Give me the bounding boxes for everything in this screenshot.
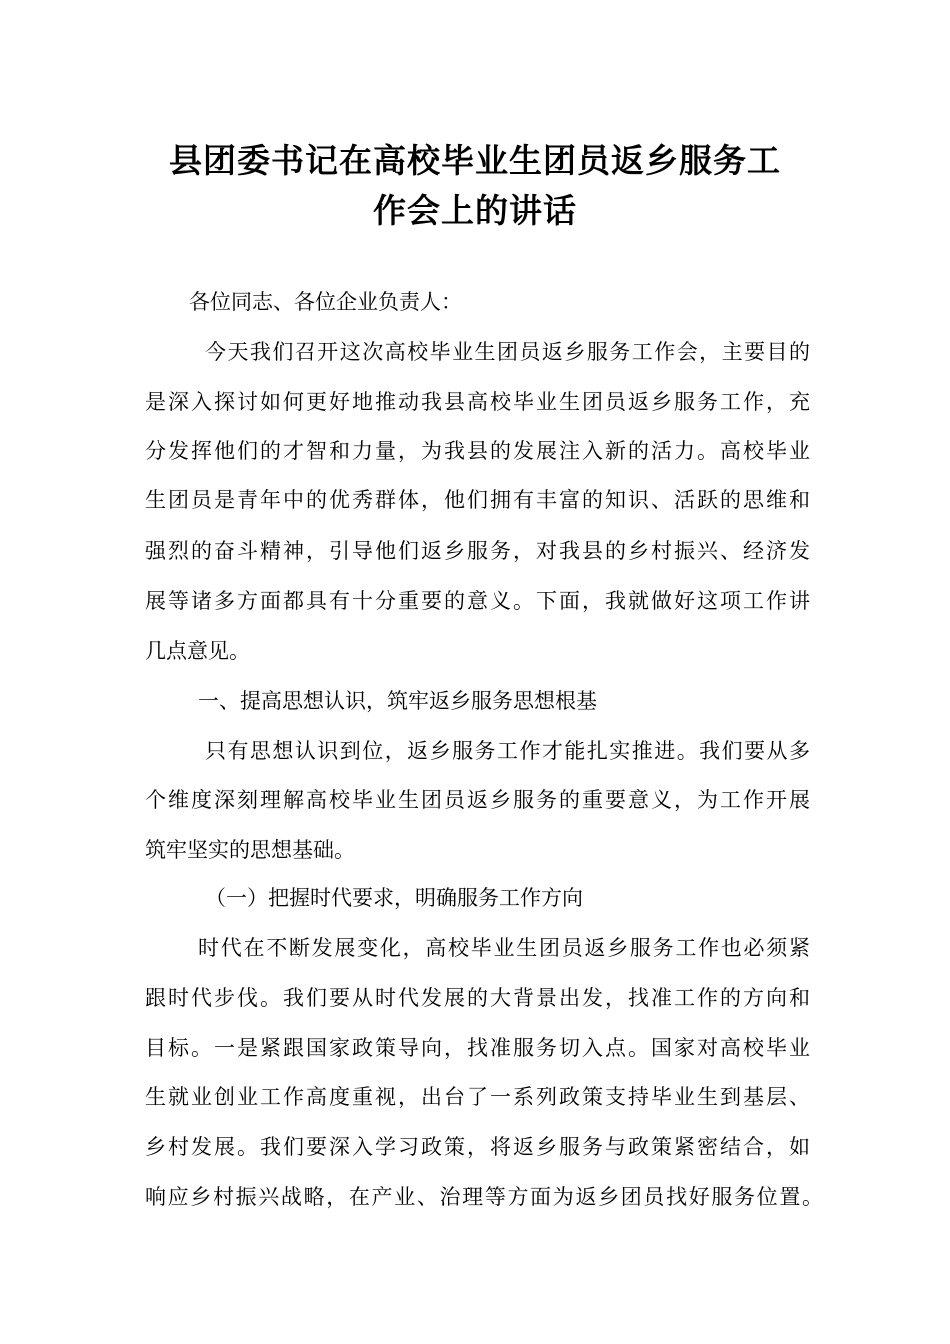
- paragraph-line: 生就业创业工作高度重视，出台了一系列政策支持毕业生到基层、: [145, 1085, 810, 1109]
- section-heading: 一、提高思想认识，筑牢返乡服务思想根基: [198, 689, 597, 713]
- paragraph-line: 分发挥他们的才智和力量，为我县的发展注入新的活力。高校毕业: [145, 439, 810, 463]
- salutation: 各位同志、各位企业负责人：: [189, 290, 462, 314]
- paragraph-line: 目标。一是紧跟国家政策导向，找准服务切入点。国家对高校毕业: [145, 1036, 810, 1060]
- paragraph-line: 个维度深刻理解高校毕业生团员返乡服务的重要意义，为工作开展: [145, 788, 810, 812]
- document-title-line-2: 作会上的讲话: [373, 191, 577, 230]
- paragraph-line: 只有思想认识到位，返乡服务工作才能扎实推进。我们要从多: [205, 739, 810, 763]
- paragraph-line: 是深入探讨如何更好地推动我县高校毕业生团员返乡服务工作，充: [145, 390, 810, 414]
- paragraph-line: 几点意见。: [145, 639, 250, 663]
- paragraph-line: 时代在不断发展变化，高校毕业生团员返乡服务工作也必须紧: [198, 936, 810, 960]
- document-title-line-1: 县团委书记在高校毕业生团员返乡服务工: [169, 141, 781, 180]
- subsection-heading: （一）把握时代要求，明确服务工作方向: [205, 886, 583, 910]
- paragraph-line: 生团员是青年中的优秀群体，他们拥有丰富的知识、活跃的思维和: [145, 488, 810, 512]
- paragraph-line: 展等诸多方面都具有十分重要的意义。下面，我就做好这项工作讲: [145, 589, 810, 613]
- paragraph-line: 今天我们召开这次高校毕业生团员返乡服务工作会，主要目的: [205, 340, 810, 364]
- paragraph-line: 乡村发展。我们要深入学习政策，将返乡服务与政策紧密结合，如: [145, 1135, 810, 1159]
- paragraph-line: 强烈的奋斗精神，引导他们返乡服务，对我县的乡村振兴、经济发: [145, 539, 810, 563]
- paragraph-line: 响应乡村振兴战略，在产业、治理等方面为返乡团员找好服务位置。: [145, 1185, 823, 1209]
- paragraph-line: 跟时代步伐。我们要从时代发展的大背景出发，找准工作的方向和: [145, 986, 810, 1010]
- paragraph-line: 筑牢坚实的思想基础。: [145, 838, 355, 862]
